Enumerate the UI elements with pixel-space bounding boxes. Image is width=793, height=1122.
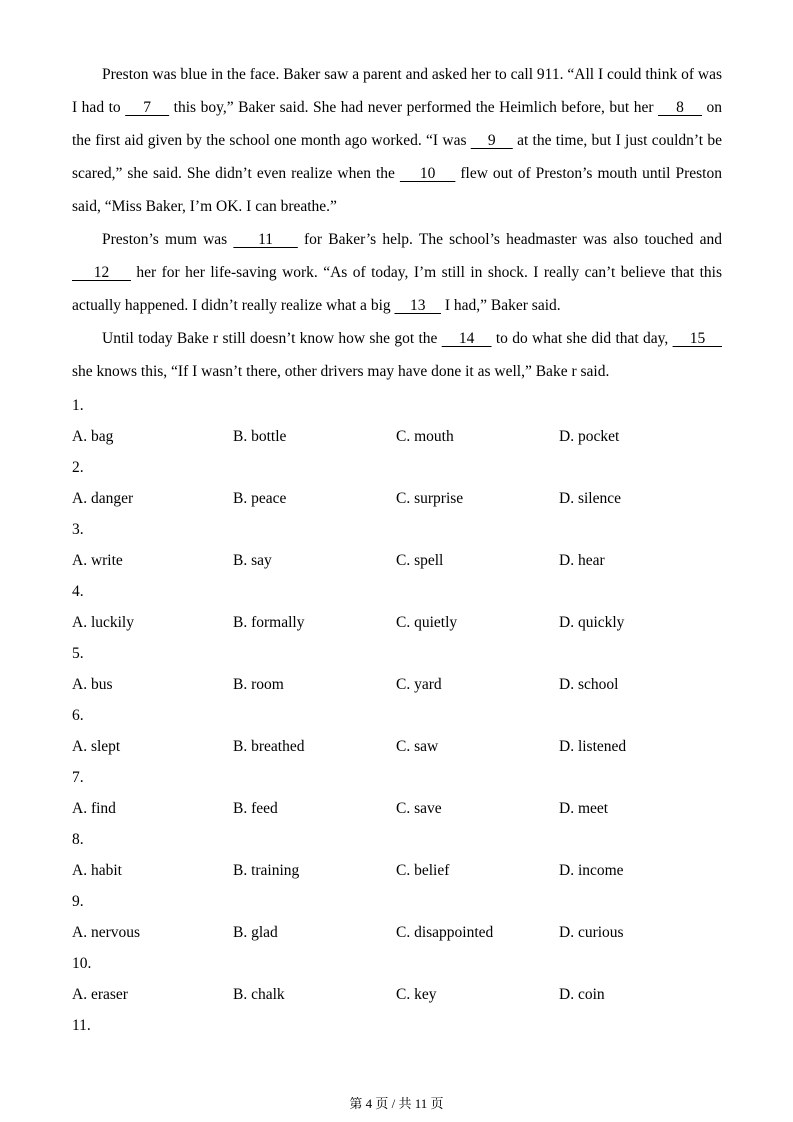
option: A. bag xyxy=(72,428,114,445)
option: B. chalk xyxy=(233,986,285,1003)
question-number: 2. xyxy=(72,459,84,476)
option: D. hear xyxy=(559,552,605,569)
question-number: 11. xyxy=(72,1017,91,1034)
option: D. income xyxy=(559,862,624,879)
option-row xyxy=(72,793,722,824)
option: D. listened xyxy=(559,738,627,755)
blank-11: 11 xyxy=(233,231,298,248)
blank-10: 10 xyxy=(399,165,456,182)
option: C. mouth xyxy=(396,428,454,445)
option: D. quickly xyxy=(559,614,625,631)
blank-15: 15 xyxy=(672,330,722,347)
option: A. nervous xyxy=(72,924,141,941)
question-number: 6. xyxy=(72,707,84,724)
paragraph: Preston’s mum was 11 for Baker’s help. The school’s headmaster was also touched and 12 her for her life-saving work. “As of today, I’m still in shock. I really can’t believe that this actually happened. I didn’t really realize what a big 13 I had,” Baker said. xyxy=(72,231,722,314)
question-number: 8. xyxy=(72,831,84,848)
option: A. find xyxy=(72,800,116,817)
option: B. training xyxy=(233,862,300,879)
option-row xyxy=(72,545,722,576)
option: C. yard xyxy=(396,676,442,693)
option: B. feed xyxy=(233,800,278,817)
option: D. silence xyxy=(559,490,621,507)
blank-13: 13 xyxy=(394,297,441,314)
option: A. luckily xyxy=(72,614,134,631)
option: B. formally xyxy=(233,614,305,631)
blank-8: 8 xyxy=(658,99,702,116)
question-number: 5. xyxy=(72,645,84,662)
option: B. room xyxy=(233,676,284,693)
option: C. save xyxy=(396,800,442,817)
option: B. say xyxy=(233,552,272,569)
option: D. meet xyxy=(559,800,609,817)
option: C. disappointed xyxy=(396,924,494,941)
option: C. saw xyxy=(396,738,439,755)
option: C. key xyxy=(396,986,437,1003)
question-number: 4. xyxy=(72,583,84,600)
option-row xyxy=(72,607,722,638)
option-row xyxy=(72,855,722,886)
option-row xyxy=(72,669,722,700)
option: A. eraser xyxy=(72,986,128,1003)
option: A. write xyxy=(72,552,123,569)
blank-14: 14 xyxy=(441,330,492,347)
option: D. school xyxy=(559,676,619,693)
blank-9: 9 xyxy=(470,132,513,149)
option-row xyxy=(72,483,722,514)
blank-12: 12 xyxy=(72,264,131,281)
paragraph: Preston was blue in the face. Baker saw a parent and asked her to call 911. “All I could think of was I had to 7 this boy,” Baker said. She had never performed the Heimlich before, but her 8 on the first aid given by the school one month ago worked. “I was 9 at the time, but I just couldn’t be scared,” she said. She didn’t even realize when the 10 flew out of Preston’s mouth until Preston said, “Miss Baker, I’m OK. I can breathe.” xyxy=(72,66,722,215)
question-list xyxy=(72,390,722,1041)
option: B. bottle xyxy=(233,428,287,445)
option: A. habit xyxy=(72,862,122,879)
question-number: 1. xyxy=(72,397,84,414)
cloze-passage xyxy=(72,58,722,388)
option: C. belief xyxy=(396,862,450,879)
option-row xyxy=(72,731,722,762)
option: D. curious xyxy=(559,924,624,941)
option: C. spell xyxy=(396,552,444,569)
question-number: 3. xyxy=(72,521,84,538)
blank-7: 7 xyxy=(125,99,170,116)
option-row xyxy=(72,979,722,1010)
option: D. coin xyxy=(559,986,605,1003)
option: A. bus xyxy=(72,676,113,693)
option: A. danger xyxy=(72,490,134,507)
option: B. glad xyxy=(233,924,278,941)
option: A. slept xyxy=(72,738,121,755)
option: B. breathed xyxy=(233,738,305,755)
option-row xyxy=(72,421,722,452)
page-number: 第 4 页 / 共 11 页 xyxy=(349,1096,444,1111)
paragraph: Until today Bake r still doesn’t know how she got the 14 to do what she did that day, 15 she knows this, “If I wasn’t there, other drivers may have done it as well,” Bake r said. xyxy=(72,330,722,380)
option: B. peace xyxy=(233,490,287,507)
question-number: 9. xyxy=(72,893,84,910)
option-row xyxy=(72,917,722,948)
page-content xyxy=(72,58,722,1041)
option: C. quietly xyxy=(396,614,458,631)
page-footer xyxy=(0,1093,793,1112)
question-number: 10. xyxy=(72,955,92,972)
question-number: 7. xyxy=(72,769,84,786)
option: D. pocket xyxy=(559,428,620,445)
option: C. surprise xyxy=(396,490,464,507)
